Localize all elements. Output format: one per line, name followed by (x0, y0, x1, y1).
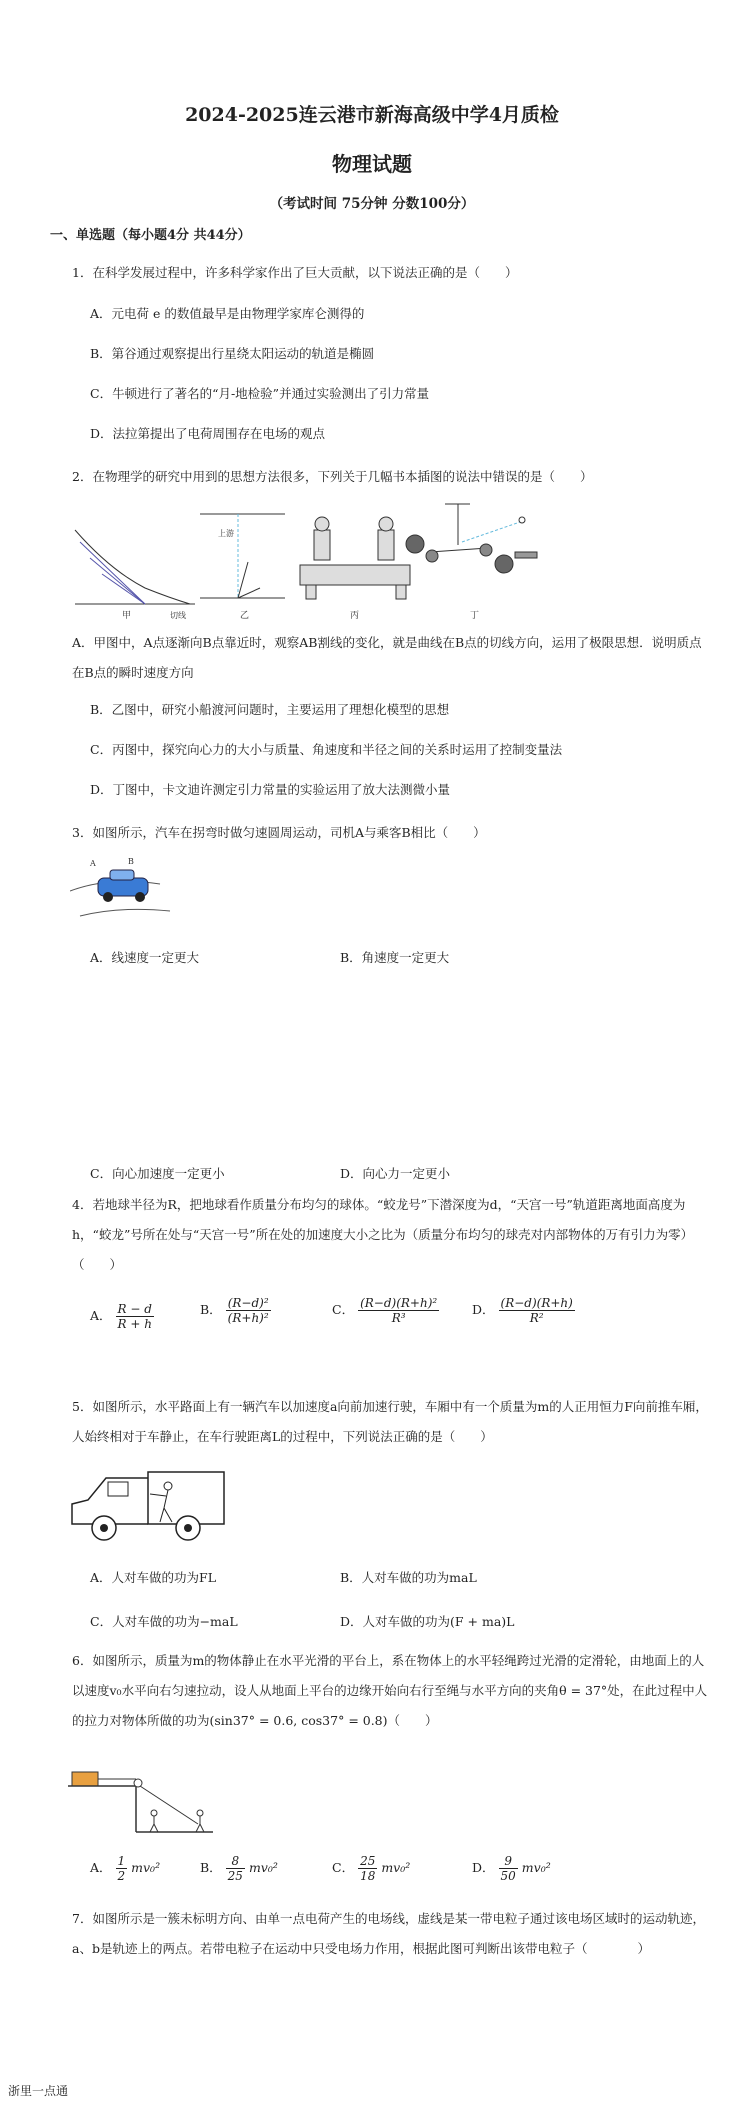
q5-truck-figure (68, 1466, 228, 1546)
q6-c-fraction (358, 1854, 377, 1883)
q4-c-fraction (358, 1296, 439, 1325)
q6-a-num: 1 (117, 1854, 126, 1868)
q5-option-c: C．人对车做的功为−maL (90, 1614, 238, 1629)
q6-c-num: 25 (360, 1854, 376, 1868)
secant-line (80, 542, 145, 604)
rope (140, 1786, 198, 1824)
q4-option-d (472, 1296, 575, 1325)
block (72, 1772, 98, 1786)
q6-a-den: 2 (117, 1869, 126, 1883)
q6-a-label: A． (90, 1860, 112, 1875)
q7-stem: 7．如图所示是一簇未标明方向、由单一点电荷产生的电场线，虚线是某一带电粒子通过该电场区域时的运动轨迹，a、b是轨迹上的两点。若带电粒子在运动中只受电场力作用，根据此图可判断出该带电粒子（ ） (72, 1911, 705, 1956)
q4-d-label: D． (472, 1302, 495, 1317)
exam-title: 2024-2025连云港市新海高级中学4月质检 (185, 104, 559, 126)
q6-d-num: 9 (499, 1854, 518, 1869)
q2-figures (70, 500, 590, 620)
figure-bing (300, 517, 410, 599)
q6-c-label: C． (332, 1860, 355, 1875)
svg-text:A: A (90, 859, 96, 868)
q1-option-b: B．第谷通过观察提出行星绕太阳运动的轨道是椭圆 (90, 346, 375, 361)
q2-option-b: B．乙图中，研究小船渡河问题时，主要运用了理想化模型的思想 (90, 702, 450, 717)
q3-option-b: B．角速度一定更大 (340, 950, 450, 965)
q4-a-num: R − d (116, 1302, 154, 1317)
q4-b-den: (R+h)² (227, 1311, 269, 1325)
exam-info: （考试时间 75分钟 分数100分） (269, 196, 475, 212)
q6-b-fraction (226, 1854, 245, 1883)
q5-option-b: B．人对车做的功为maL (340, 1570, 477, 1585)
q4-b-num: (R−d)² (226, 1296, 271, 1311)
q6-d-fraction (499, 1854, 518, 1883)
q2-stem: 2．在物理学的研究中用到的思想方法很多，下列关于几幅书本插图的说法中错误的是（ ） (72, 469, 593, 484)
q4-d-den: R² (529, 1311, 544, 1325)
q6-b-tail: mv₀² (248, 1860, 278, 1875)
q4-d-fraction (499, 1296, 575, 1325)
label-qiexian: 切线 (170, 611, 186, 620)
label-shangyou: 上游 (218, 529, 234, 538)
q3-stem: 3．如图所示，汽车在拐弯时做匀速圆周运动，司机A与乘客B相比（ ） (72, 825, 486, 840)
q4-stem: 4．若地球半径为R，把地球看作质量分布均匀的球体。“蛟龙号”下潜深度为d，“天宫一号”轨道距离地面高度为h，“蛟龙”号所在处与“天宫一号”所在处的加速度大小之比为（质量分布均匀的球壳对内部物体的万有引力为零）（ ） (72, 1197, 694, 1272)
q6-b-label: B． (200, 1860, 222, 1875)
q6-stem: 6．如图所示，质量为m的物体静止在水平光滑的平台上，系在物体上的水平轻绳跨过光滑的定滑轮，由地面上的人以速度v₀水平向右匀速拉动，设人从地面上平台的边缘开始向右行至绳与水平方向的夹角θ = 37°处，在此过程中人的拉力对物体所做的功为(sin37° = 0.6, cos37° = 0.8)（ ） (72, 1653, 708, 1728)
figure-jia (75, 530, 195, 604)
label-jia: 甲 (122, 611, 132, 620)
q4-option-a (90, 1302, 154, 1331)
q6-d-label: D． (472, 1860, 495, 1875)
q6-a-tail: mv₀² (131, 1860, 161, 1875)
q4-b-label: B． (200, 1302, 222, 1317)
q4-d-num: (R−d)(R+h) (500, 1296, 573, 1310)
q1-option-d: D．法拉第提出了电荷周围存在电场的观点 (90, 426, 326, 441)
person-head (164, 1482, 172, 1490)
q2-option-c: C．丙图中，探究向心力的大小与质量、角速度和半径之间的关系时运用了控制变量法 (90, 742, 563, 757)
figure-ding (406, 504, 537, 573)
label-ding: 丁 (470, 611, 480, 620)
q5-option-a: A．人对车做的功为FL (90, 1570, 217, 1585)
q4-b-fraction (226, 1296, 271, 1325)
q4-option-c (332, 1296, 439, 1325)
figure-yi (200, 514, 285, 598)
section-heading: 一、单选题（每小题4分 共44分） (50, 228, 251, 243)
svg-text:B: B (128, 857, 134, 866)
q6-c-den: 18 (360, 1869, 376, 1883)
exam-subtitle: 物理试题 (332, 152, 412, 176)
q1-option-c: C．牛顿进行了著名的“月-地检验”并通过实验测出了引力常量 (90, 386, 430, 401)
q6-pulley-figure (68, 1768, 218, 1840)
q4-c-den: R³ (391, 1311, 406, 1325)
footer-watermark: 浙里一点通 (8, 2084, 69, 2098)
q4-a-den: R + h (117, 1317, 152, 1331)
q3-option-d: D．向心力一定更小 (340, 1166, 451, 1181)
q6-d-den: 50 (500, 1869, 516, 1883)
q6-c-tail: mv₀² (381, 1860, 411, 1875)
pulley (134, 1779, 142, 1787)
q6-b-num: 8 (226, 1854, 245, 1869)
q6-option-b (200, 1854, 278, 1883)
q6-option-d (472, 1854, 551, 1883)
truck-window (108, 1482, 128, 1496)
q2-option-d: D．丁图中，卡文迪许测定引力常量的实验运用了放大法测微小量 (90, 782, 451, 797)
q5-stem: 5．如图所示，水平路面上有一辆汽车以加速度a向前加速行驶，车厢中有一个质量为m的人正用恒力F向前推车厢，人始终相对于车静止，在车行驶距离L的过程中，下列说法正确的是（ ） (72, 1399, 708, 1444)
q6-b-den: 25 (227, 1869, 243, 1883)
q6-option-a (90, 1854, 160, 1883)
q4-c-label: C． (332, 1302, 355, 1317)
q1-option-a: A．元电荷 e 的数值最早是由物理学家库仑测得的 (90, 306, 365, 321)
q6-a-fraction (116, 1854, 128, 1883)
q4-option-b (200, 1296, 271, 1325)
q3-option-c: C．向心加速度一定更小 (90, 1166, 225, 1181)
q4-c-num: (R−d)(R+h)² (360, 1296, 438, 1310)
q2-option-a: A．甲图中，A点逐渐向B点靠近时，观察AB割线的变化，就是曲线在B点的切线方向，运用了极限思想．说明质点在B点的瞬时速度方向 (72, 635, 702, 680)
q6-d-tail: mv₀² (521, 1860, 551, 1875)
q4-a-fraction (116, 1302, 154, 1331)
q3-option-a: A．线速度一定更大 (90, 950, 200, 965)
q5-option-d: D．人对车做的功为(F + ma)L (340, 1614, 515, 1629)
q3-car-figure (70, 856, 180, 926)
q1-stem: 1．在科学发展过程中，许多科学家作出了巨大贡献，以下说法正确的是（ ） (72, 265, 518, 280)
q4-a-label: A． (90, 1308, 112, 1323)
label-yi: 乙 (240, 611, 250, 620)
q6-option-c (332, 1854, 410, 1883)
label-bing: 丙 (350, 611, 360, 620)
